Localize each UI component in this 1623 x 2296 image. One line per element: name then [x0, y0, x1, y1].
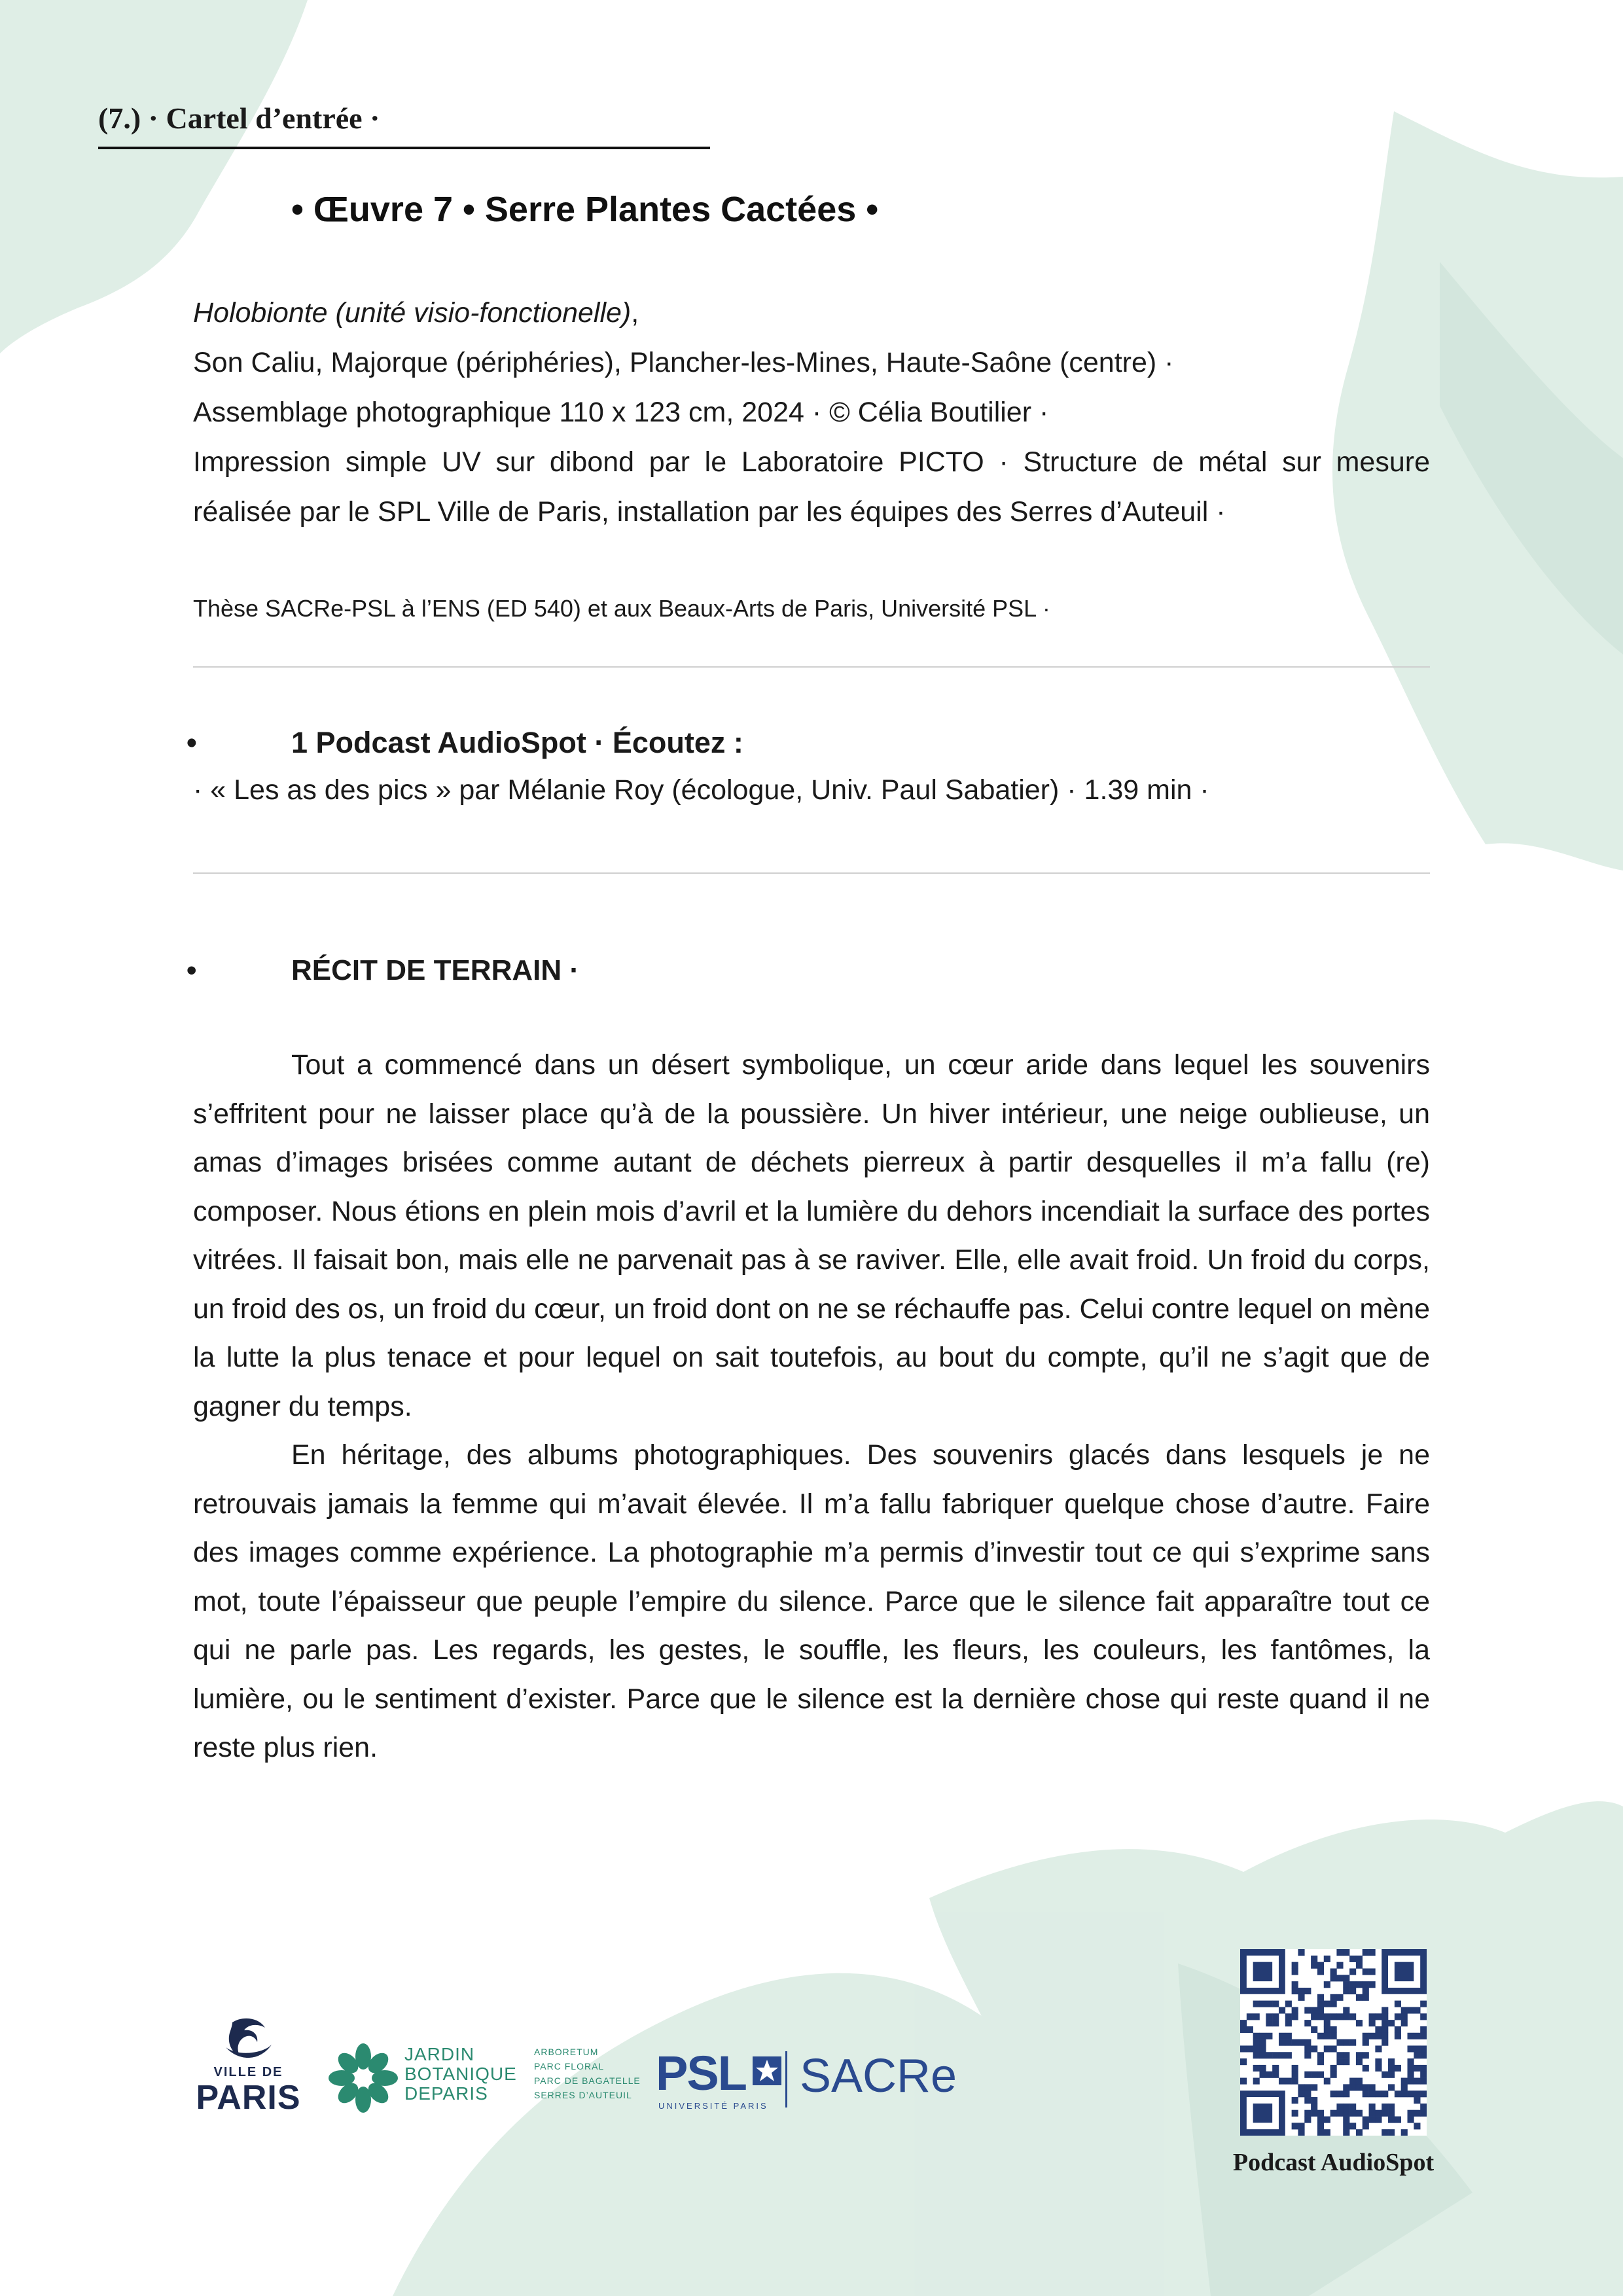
- work-subtitle-italic: Holobionte (unité visio-fonctionelle): [193, 297, 632, 329]
- jardin-sites: [534, 2045, 641, 2102]
- jardin-name-line: JARDIN: [404, 2044, 475, 2064]
- thesis-note: Thèse SACRe-PSL à l’ENS (ED 540) et aux Beaux-Arts de Paris, Université PSL ·: [193, 595, 1050, 622]
- podcast-heading: [187, 720, 743, 766]
- jardin-name-line: DEPARIS: [404, 2083, 488, 2104]
- caption-places: Son Caliu, Majorque (périphéries), Plancher-les-Mines, Haute-Saône (centre) ·: [193, 347, 1174, 378]
- work-subtitle: [193, 288, 1430, 338]
- divider: [193, 666, 1430, 668]
- logo-separator: [785, 2051, 787, 2108]
- jardin-site: ARBORETUM: [534, 2047, 599, 2057]
- sacre-text: SACRe: [800, 2050, 957, 2102]
- jardin-site: SERRES D’AUTEUIL: [534, 2090, 632, 2100]
- podcast-qr-code[interactable]: [1240, 1949, 1427, 2136]
- recit-body: [193, 1041, 1430, 1772]
- bullet: •: [187, 954, 197, 986]
- bullet: •: [187, 726, 197, 759]
- paris-small-text: VILLE DE: [213, 2065, 283, 2079]
- work-title: • Œuvre 7 • Serre Plantes Cactées •: [291, 190, 879, 229]
- divider: [193, 872, 1430, 874]
- leaf-rosette-icon: [327, 2042, 399, 2114]
- psl-text: PSL: [656, 2046, 746, 2100]
- jardin-site: PARC DE BAGATELLE: [534, 2075, 641, 2086]
- jardin-site: PARC FLORAL: [534, 2061, 605, 2072]
- recit-heading-text: RÉCIT DE TERRAIN ·: [291, 954, 579, 986]
- work-subtitle-comma: ,: [631, 297, 639, 329]
- jardin-name-line: BOTANIQUE: [404, 2064, 517, 2084]
- psl-sacre-logo: [656, 2047, 983, 2113]
- paris-big-text: PARIS: [196, 2079, 301, 2117]
- paragraph: En héritage, des albums photographiques. Des souvenirs glacés dans lesquels je ne retrouvais jamais la femme qui m’avait élevée. Il m’a fallu fabriquer quelque chose d’autre. Faire des images comme expérience. La photographie m’a permis d’investir tout ce qui s’exprime sans mot, toute l’épaisseur que peuple l’empire du silence. Parce que le silence fait apparaître tout ce qui ne parle pas. Les regards, les gestes, le souffle, les fleurs, les couleurs, les fantômes, la lumière, ou le sentiment d’exister. Parce que le silence est la dernière chose qui reste quand il ne reste plus rien.: [193, 1439, 1430, 1763]
- recit-heading: [187, 948, 579, 994]
- section-label: (7.) · Cartel d’entrée ·: [98, 98, 710, 149]
- paragraph: Tout a commencé dans un désert symbolique, un cœur aride dans lequel les souvenirs s’effritent pour ne laisser place qu’à de la poussière. Un hiver intérieur, une neige oublieuse, un amas d’images brisées comme autant de déchets pierreux à partir desquelles il m’a fallu (re) composer. Nous étions en plein mois d’avril et la lumière du dehors incendiait la surface des portes vitrées. Il faisait bon, mais elle ne parvenait pas à se raviver. Elle, elle avait froid. Un froid du corps, un froid des os, un froid du cœur, un froid dont on ne se réchauffe pas. Celui contre lequel on mène la lutte la plus tenace et pour lequel on sait toutefois, au bout du compte, qu’il ne s’agit que de gagner du temps.: [193, 1049, 1430, 1422]
- caption-production: Impression simple UV sur dibond par le Laboratoire PICTO · Structure de métal sur mesure réalisée par le SPL Ville de Paris, installation par les équipes des Serres d’Auteuil ·: [193, 446, 1430, 528]
- work-caption: [193, 288, 1430, 537]
- psl-university-text: UNIVERSITÉ PARIS: [658, 2101, 768, 2111]
- star-icon: [753, 2056, 781, 2085]
- qr-code-icon: [1240, 1949, 1427, 2136]
- paris-ship-icon: [219, 2016, 278, 2062]
- caption-format: Assemblage photographique 110 x 123 cm, 2024 · © Célia Boutilier ·: [193, 397, 1049, 428]
- podcast-heading-text: 1 Podcast AudioSpot · Écoutez :: [291, 726, 743, 759]
- jardin-botanique-logo: [327, 2042, 641, 2121]
- jardin-name: [404, 2045, 517, 2104]
- ville-de-paris-logo: [191, 2016, 306, 2115]
- qr-label: Podcast AudioSpot: [1232, 2149, 1435, 2176]
- podcast-item[interactable]: · « Les as des pics » par Mélanie Roy (écologue, Univ. Paul Sabatier) · 1.39 min ·: [193, 774, 1209, 806]
